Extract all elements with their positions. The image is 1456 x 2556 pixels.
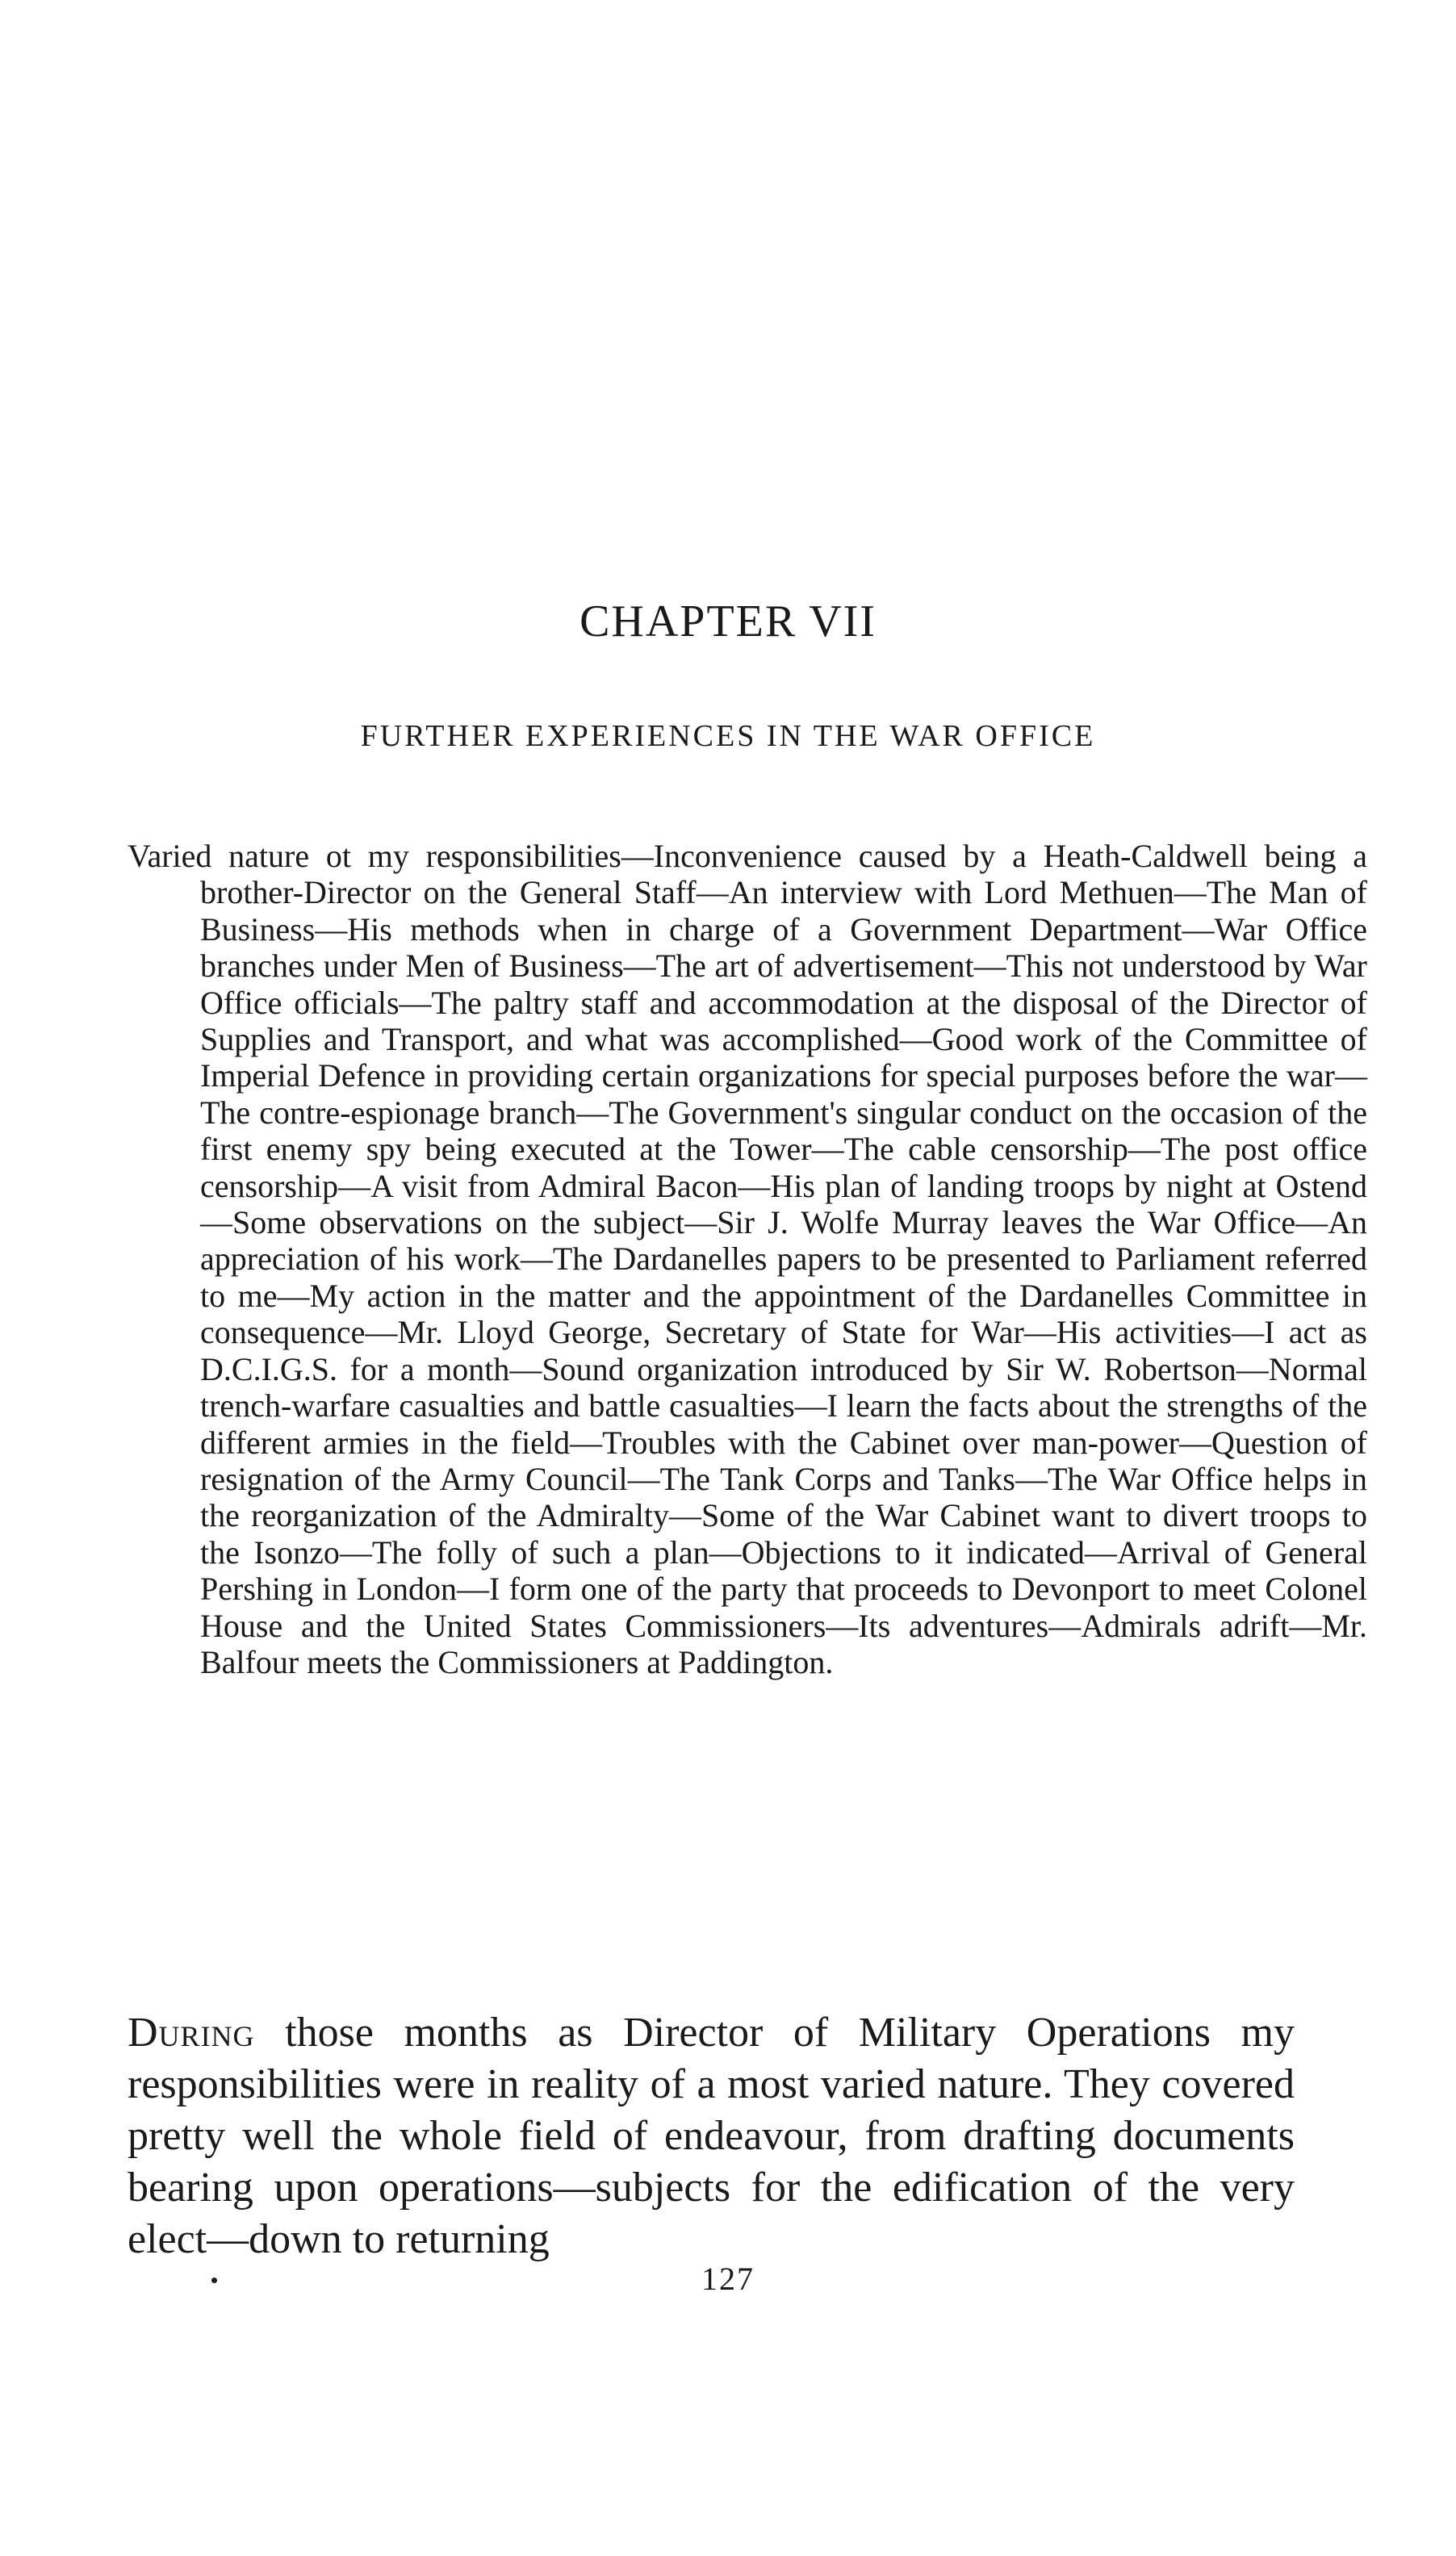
chapter-subtitle: FURTHER EXPERIENCES IN THE WAR OFFICE [360, 719, 1096, 753]
body-paragraph-text: those months as Director of Military Operations my responsibilities were in reality of a most varied nature. They covered pretty well the whole field of endeavour, from drafting documents bearing upon operations—subjects for the edification of the very elect—down to returning [128, 2010, 1295, 2262]
body-lead-word: During [128, 2010, 255, 2056]
page-number: 127 [701, 2261, 755, 2297]
chapter-synopsis: Varied nature ot my responsibilities—Inconvenience caused by a Heath-Caldwell being a brother-Director on the General Staff—An interview with Lord Methuen—The Man of Business—His methods when in charge of a Government Department—War Office branches under Men of Business—The art of advertisement—This not understood by War Office officials—The paltry staff and accommodation at the disposal of the Director of Supplies and Transport, and what was accomplished—Good work of the Committee of Imperial Defence in providing certain organizations for special purposes before the war—The contre-espionage branch—The Government's singular conduct on the occasion of the first enemy spy being executed at the Tower—The cable censorship—The post office censorship—A visit from Admiral Bacon—His plan of landing troops by night at Ostend—Some observations on the subject—Sir J. Wolfe Murray leaves the War Office—An appreciation of his work—The Dardanelles papers to be presented to Parliament referred to me—My action in the matter and the appointment of the Dardanelles Committee in consequence—Mr. Lloyd George, Secretary of State for War—His activities—I act as D.C.I.G.S. for a month—Sound organization introduced by Sir W. Robertson—Normal trench-warfare casualties and battle casualties—I learn the facts about the strengths of the different armies in the field—Troubles with the Cabinet over man-power—Question of resignation of the Army Council—The Tank Corps and Tanks—The War Office helps in the reorganization of the Admiralty—Some of the War Cabinet want to divert troops to the Isonzo—The folly of such a plan—Objections to it indicated—Arrival of General Pershing in London—I form one of the party that proceeds to Devonport to meet Colonel House and the United States Commissioners—Its adventures—Admirals adrift—Mr. Balfour meets the Commissioners at Paddington. [128, 838, 1367, 1680]
chapter-title: CHAPTER VII [579, 596, 877, 646]
body-paragraph [128, 2007, 1295, 2265]
